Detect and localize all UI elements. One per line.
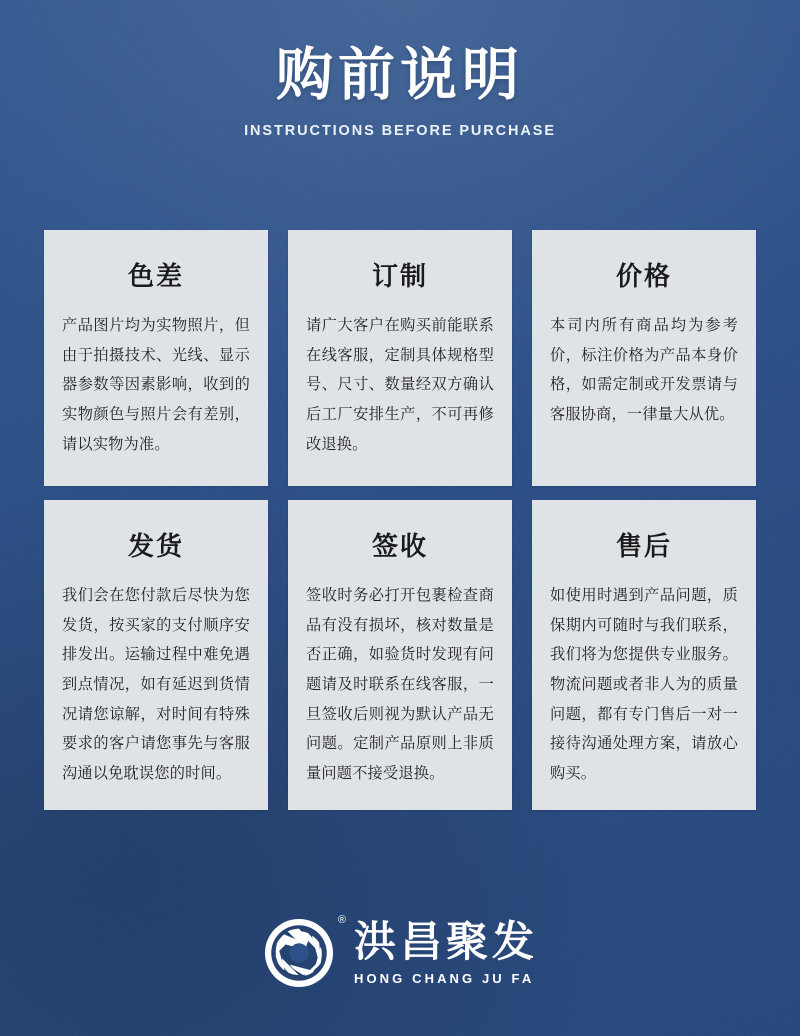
registered-mark: ®: [337, 914, 346, 926]
instruction-card-customization: [288, 230, 512, 486]
instruction-card-receipt: [288, 500, 512, 810]
card-body: 如使用时遇到产品问题，质保期内可随时与我们联系，我们将为您提供专业服务。物流问题或者非人为的质量问题，都有专门售后一对一接待沟通处理方案，请放心购买。: [550, 587, 738, 782]
card-title: 价格: [615, 261, 672, 291]
page-header: [0, 44, 800, 139]
card-title: 签收: [371, 531, 428, 561]
card-body: 我们会在您付款后尽快为您发货，按买家的支付顺序安排发出。运输过程中难免遇到点情况，如有延迟到货情况请您谅解，对时间有特殊要求的客户请您事先与客服沟通以免耽误您的时间。: [62, 587, 250, 782]
brand-name-cn: 洪昌聚发: [353, 918, 538, 966]
aperture-logo-icon: [262, 914, 346, 990]
brand-name: [354, 920, 538, 985]
card-title: 售后: [615, 531, 672, 561]
instruction-card-after-sales: [532, 500, 756, 810]
brand-footer: [0, 916, 800, 990]
card-body: 签收时务必打开包裹检查商品有没有损坏，核对数量是否正确，如验货时发现有问题请及时联系在线客服，一旦签收后则视为默认产品无问题。定制产品原则上非质量问题不接受退换。: [306, 587, 494, 782]
instruction-card-grid: [44, 230, 756, 810]
card-body: 请广大客户在购买前能联系在线客服，定制具体规格型号、尺寸、数量经双方确认后工厂安排生产，不可再修改退换。: [306, 317, 494, 453]
page-title: 购前说明: [276, 43, 524, 107]
instruction-card-price: [532, 230, 756, 486]
page-subtitle: INSTRUCTIONS BEFORE PURCHASE: [244, 122, 556, 139]
card-title: 发货: [127, 531, 184, 561]
card-body: 本司内所有商品均为参考价，标注价格为产品本身价格，如需定制或开发票请与客服协商，一律量大从优。: [550, 317, 738, 423]
card-title: 订制: [371, 261, 428, 291]
card-body: 产品图片均为实物照片，但由于拍摄技术、光线、显示器参数等因素影响，收到的实物颜色与照片会有差别，请以实物为准。: [62, 317, 250, 453]
instruction-card-shipping: [44, 500, 268, 810]
card-title: 色差: [127, 261, 184, 291]
instruction-card-color-difference: [44, 230, 268, 486]
brand-name-en: HONG CHANG JU FA: [353, 970, 535, 986]
